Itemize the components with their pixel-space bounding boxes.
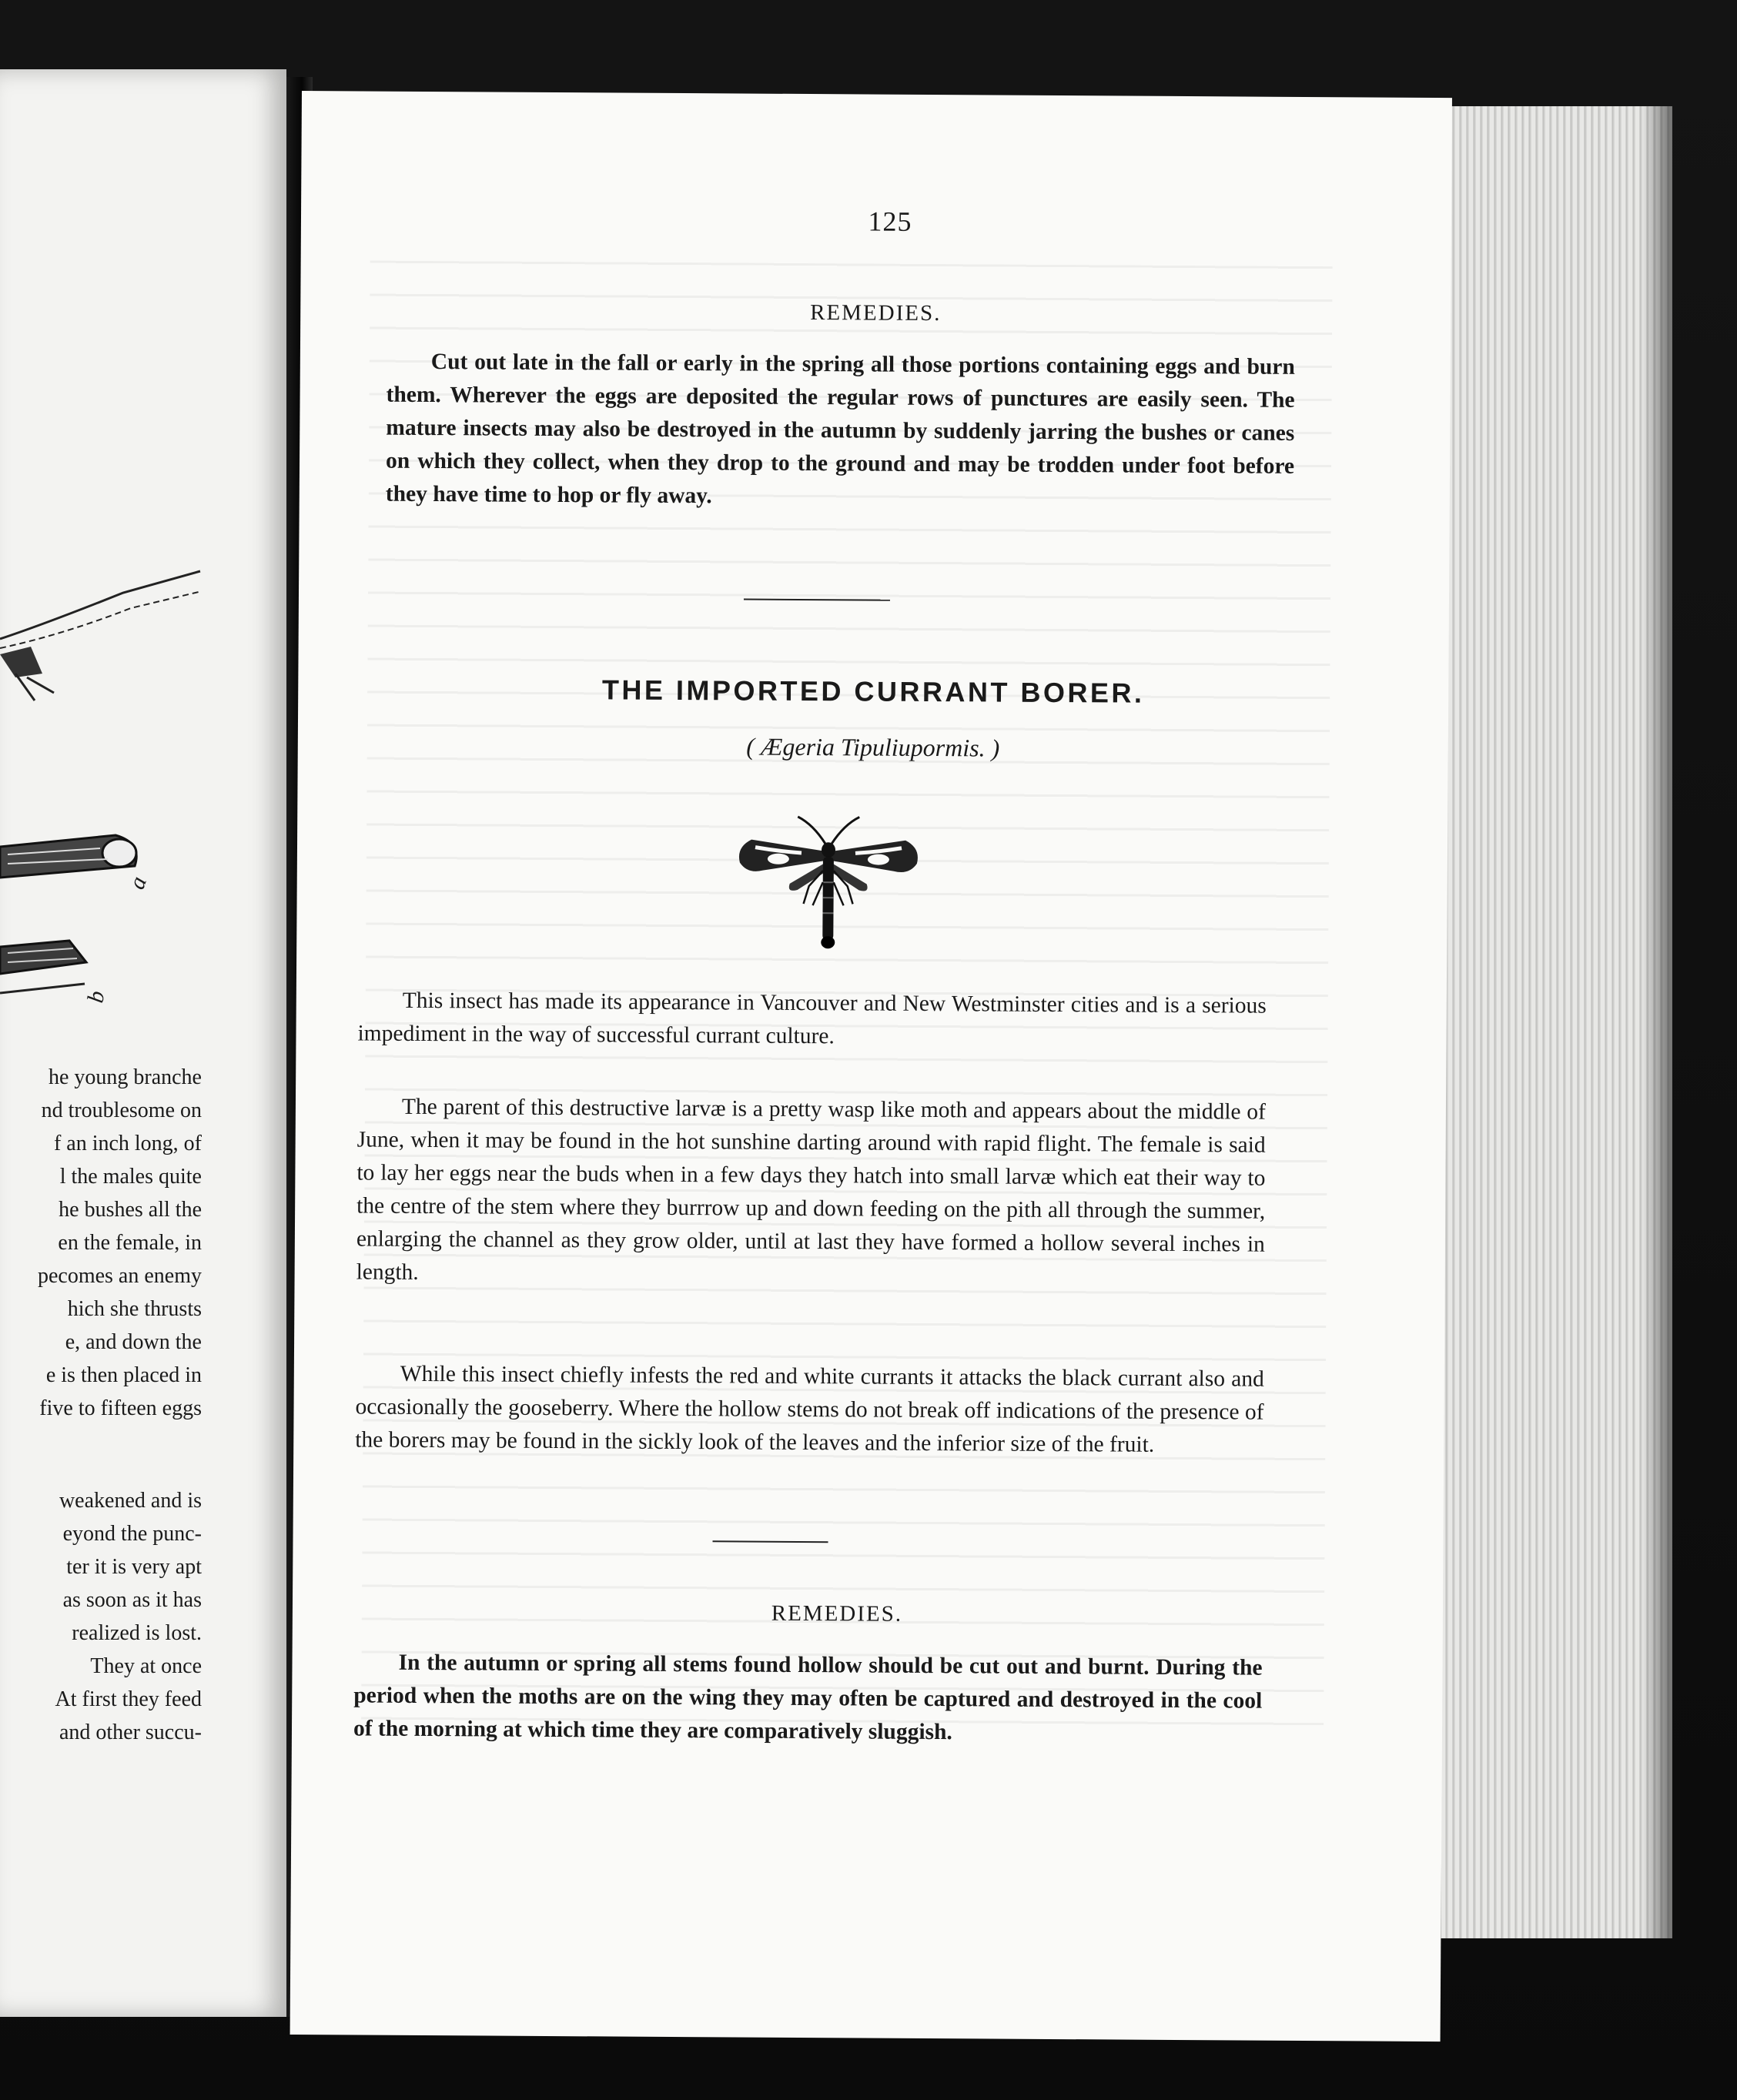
left-line: ter it is very apt xyxy=(66,1555,202,1579)
figure-label-a: a xyxy=(123,873,152,893)
left-line: They at once xyxy=(90,1654,202,1678)
remedies-paragraph xyxy=(353,1646,1263,1751)
body-paragraph-text: While this insect chiefly infests the red and white currants it attacks the black currant also and occasionally the gooseberry. Where the hollow stems do not break off indications of the presence of the borers may be found in the sickly look of the leaves and the inferior size of the fruit. xyxy=(355,1361,1264,1457)
remedies-heading: REMEDIES. xyxy=(810,300,942,326)
left-line: l the males quite xyxy=(59,1165,202,1189)
left-line: en the female, in xyxy=(58,1231,202,1255)
body-paragraph-text: This insect has made its appearance in Vancouver and New Westminster cities and is a serious impediment in the way of successful currant culture. xyxy=(357,988,1267,1049)
left-line: eyond the punc- xyxy=(62,1522,202,1546)
left-line: f an inch long, of xyxy=(53,1132,202,1155)
left-line: realized is lost. xyxy=(72,1621,202,1645)
left-line: hich she thrusts xyxy=(67,1297,202,1321)
body-paragraph xyxy=(356,1090,1266,1294)
left-line: nd troublesome on xyxy=(41,1098,202,1122)
left-line: e is then placed in xyxy=(45,1363,202,1387)
remedies-paragraph xyxy=(386,346,1295,517)
left-page-text-block-1 xyxy=(0,1061,202,1425)
figure-label-b: b xyxy=(82,988,110,1005)
body-paragraph xyxy=(355,1357,1264,1462)
left-line: he bushes all the xyxy=(59,1198,202,1222)
left-line: he young branche xyxy=(48,1065,202,1089)
remedies-heading: REMEDIES. xyxy=(771,1600,903,1627)
left-line: pecomes an enemy xyxy=(37,1264,202,1288)
body-paragraph xyxy=(357,984,1267,1055)
article-title: THE IMPORTED CURRANT BORER. xyxy=(601,674,1145,709)
left-page xyxy=(0,69,286,2017)
article-subtitle: ( Ægeria Tipuliupormis. ) xyxy=(746,732,1000,762)
right-page xyxy=(290,91,1452,2041)
left-page-illustration xyxy=(0,562,286,1055)
left-line: and other succu- xyxy=(59,1720,202,1744)
remedies-paragraph-text: In the autumn or spring all stems found hollow should be cut out and burnt. During the period when the moths are on the wing they may often be captured and destroyed in the cool of the morning at which time they are comparatively sluggish. xyxy=(353,1650,1263,1745)
moth-illustration xyxy=(735,812,921,951)
left-page-text-block-2 xyxy=(0,1484,202,1749)
page-number: 125 xyxy=(868,206,912,237)
body-paragraph-text: The parent of this destructive larvæ is a pretty wasp like moth and appears about the middle of June, when it may be found in the hot sunshine darting around with rapid flight. The female is said to lay her eggs near the buds when in a few days they hatch into small larvæ which eat their way to the centre of the stem where they burrrow up and down feeding on the pith all through the summer, enlarging the channel as they grow older, until at last they have formed a hollow several inches in length. xyxy=(356,1094,1267,1285)
left-line: five to fifteen eggs xyxy=(39,1396,202,1420)
page-edges xyxy=(1440,106,1672,1938)
page-edges-shadow xyxy=(1642,106,1672,1938)
remedies-paragraph-text: Cut out late in the fall or early in the spring all those portions containing eggs and burn them. Wherever the eggs are deposited the regular rows of punctures are easily seen. The mature insects may also be destroyed in the autumn by suddenly jarring the bushes or canes on which they collect, when they drop to the ground and may be trodden under foot before they have time to hop or fly away. xyxy=(385,349,1295,509)
left-line: At first they feed xyxy=(55,1687,202,1711)
left-line: e, and down the xyxy=(65,1330,202,1354)
left-line: weakened and is xyxy=(59,1489,202,1513)
left-line: as soon as it has xyxy=(62,1588,202,1612)
